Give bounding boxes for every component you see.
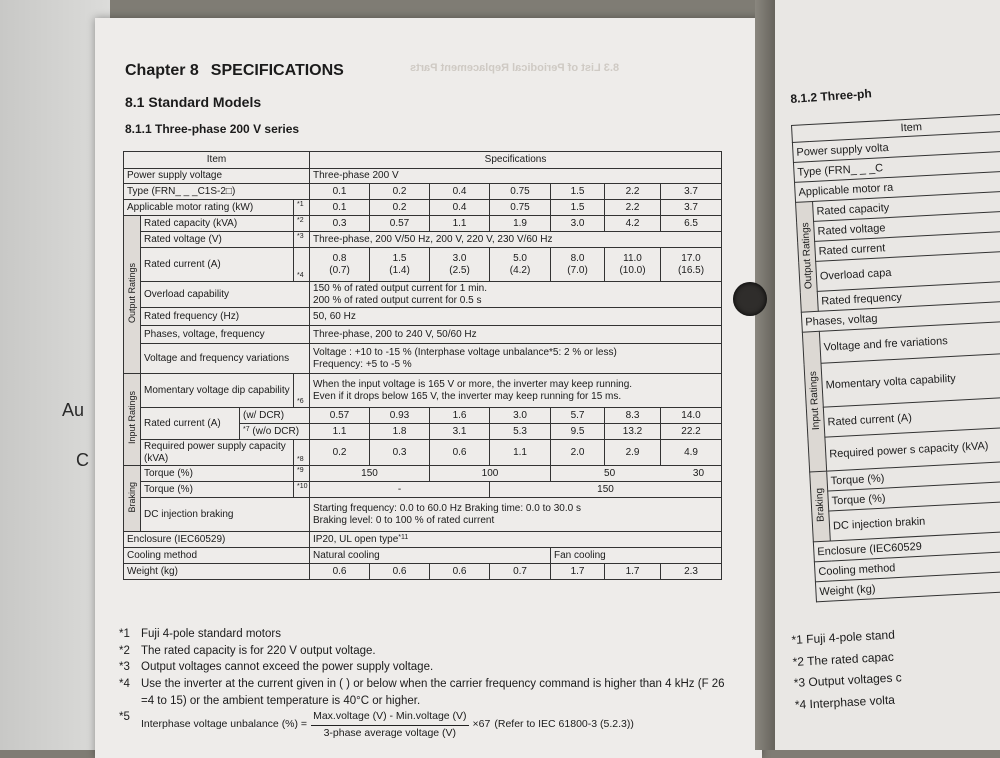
cell: 17.0 (16.5) (661, 248, 722, 282)
row-label: Power supply volta (792, 130, 1000, 162)
cell: 0.93 (370, 408, 430, 424)
cell: 3.7 (661, 184, 722, 200)
row-value: When the input voltage is 165 V or more, the inverter may keep running. Even if it drops below 165 V, the inverter may keep running for 15 ms. (310, 374, 722, 408)
chapter-label: Chapter 8 (125, 62, 199, 79)
row-label: Rated frequency (Hz) (141, 308, 310, 326)
group-input-ratings (124, 374, 141, 466)
row-label: Phases, voltag (801, 300, 1000, 332)
row-label: Momentary volta capability (821, 352, 1000, 408)
left-page-edge (0, 0, 110, 750)
row-rated-capacity (124, 216, 722, 232)
cell: 1.5 (551, 200, 605, 216)
footnote-ref: *10 (294, 482, 310, 498)
footnote: *3 Output voltages c (793, 670, 903, 691)
cell: 1.7 (605, 564, 661, 580)
footnote: *1 Fuji 4-pole stand (791, 627, 896, 647)
row-label: Type (FRN_ _ _C (793, 150, 1000, 182)
row-label: Torque (%) (141, 466, 294, 482)
right-footnotes (791, 624, 903, 716)
main-page (95, 18, 762, 758)
group-input-ratings: Input Ratings (802, 331, 826, 472)
row-label: Rated capacity (813, 190, 1000, 222)
cell: 3.0 (490, 408, 551, 424)
footnote-ref: *9 (294, 466, 310, 482)
group-label: Input Ratings (126, 391, 137, 445)
row-vf-variations (124, 344, 722, 374)
cell: 3.0 (2.5) (430, 248, 490, 282)
row-phases (124, 326, 722, 344)
cell: 3.1 (430, 424, 490, 440)
row-label: Type (FRN_ _ _C1S-2□) (124, 184, 310, 200)
row-label: Required power supply capacity (kVA) (141, 440, 294, 466)
header-specifications: Specifications (310, 152, 722, 169)
row-label: Cooling method (124, 548, 310, 564)
binder-ring-hole (733, 282, 767, 316)
footnote: *2 The rated capacity is for 220 V output voltage. (119, 644, 376, 657)
row-required-power (124, 440, 722, 466)
cell: 1.8 (370, 424, 430, 440)
row-value: Three-phase, 200 to 240 V, 50/60 Hz (310, 326, 722, 344)
row-weight (124, 564, 722, 580)
group-braking (124, 466, 141, 532)
cell: 0.2 (370, 200, 430, 216)
cell: 0.2 (310, 440, 370, 466)
row-label: Enclosure (IEC60529) (124, 532, 310, 548)
row-label: Torque (%) (141, 482, 294, 498)
cell: 5.0 (4.2) (490, 248, 551, 282)
table-header-row (124, 152, 722, 169)
cell: 0.7 (490, 564, 551, 580)
footnote: *1 Fuji 4-pole standard motors (119, 628, 281, 640)
row-cooling (124, 548, 722, 564)
cell: - (310, 482, 490, 498)
bleed-through-header: 8.3 List of Periodical Replacement Parts (410, 62, 620, 74)
row-rated-frequency (124, 308, 722, 326)
footnote-ref: *8 (294, 440, 310, 466)
cell: 0.1 (310, 184, 370, 200)
group-output-ratings (124, 216, 141, 374)
row-label: Weight (kg) (124, 564, 310, 580)
cell: 2.2 (605, 200, 661, 216)
row-label: Cooling method (814, 549, 1000, 581)
sub-label: (w/ DCR) (240, 408, 310, 424)
row-motor-rating (124, 200, 722, 216)
cell: 0.75 (490, 184, 551, 200)
row-voltage-dip (124, 374, 722, 408)
cell: 6.5 (661, 216, 722, 232)
footnote: *3 Output voltages cannot exceed the power supply voltage. (119, 661, 434, 674)
row-value: Voltage : +10 to -15 % (Interphase voltage unbalance*5: 2 % or less) Frequency: +5 to -5 % (310, 344, 722, 374)
cell: 0.6 (310, 564, 370, 580)
row-label: Rated current (A) (823, 396, 1000, 438)
footnotes (119, 626, 739, 741)
cell: 0.57 (370, 216, 430, 232)
row-label: Rated frequency (817, 280, 1000, 312)
footnote-formula: *5 Interphase voltage unbalance (%) = $\frac{\text{Max.voltage (V) - Min.voltage (V)}}{\text{3-phase average voltage (V)}}$ ×67 (Refer to IEC 61800-3 (5.2.3)) (119, 710, 634, 739)
row-input-current-dcr (124, 408, 722, 424)
cell: 0.6 (430, 440, 490, 466)
row-value: Starting frequency: 0.0 to 60.0 Hz Braking time: 0.0 to 30.0 s Braking level: 0 to 100 % of rated current (310, 498, 722, 532)
footnote: *4 Interphase volta (794, 692, 896, 712)
cell: 2.3 (661, 564, 722, 580)
chapter-title: SPECIFICATIONS (210, 62, 344, 79)
cell: 0.1 (310, 200, 370, 216)
ghost-text-c: C (76, 450, 89, 470)
cell: 1.6 (430, 408, 490, 424)
cell: 0.8 (0.7) (310, 248, 370, 282)
cell: 150 (490, 482, 722, 498)
row-label: Torque (%) (827, 459, 1000, 491)
group-label: Output Ratings (126, 262, 137, 323)
cell: 1.1 (430, 216, 490, 232)
row-value: Fan cooling (551, 548, 722, 564)
cell: 0.3 (310, 216, 370, 232)
cell: 2.0 (551, 440, 605, 466)
cell: 1.7 (551, 564, 605, 580)
right-spec-table (791, 112, 1000, 602)
row-enclosure (124, 532, 722, 548)
cell: 22.2 (661, 424, 722, 440)
row-torque-2 (124, 482, 722, 498)
cell: 5.7 (551, 408, 605, 424)
cell: 11.0 (10.0) (605, 248, 661, 282)
row-label: Overload capability (141, 282, 310, 308)
cell: 13.2 (605, 424, 661, 440)
row-label: Rated voltage (V) (141, 232, 294, 248)
cell: 1.5 (1.4) (370, 248, 430, 282)
row-value: 150 % of rated output current for 1 min. 200 % of rated output current for 0.5 s (310, 282, 722, 308)
cell: 1.1 (490, 440, 551, 466)
row-rated-voltage (124, 232, 722, 248)
row-label: DC injection brakin (829, 499, 1000, 541)
row-label: Weight (kg) (815, 569, 1000, 601)
subsection-heading: 8.1.1 Three-phase 200 V series (125, 122, 300, 136)
right-page (775, 0, 1000, 750)
spec-table (123, 151, 722, 580)
row-torque-1 (124, 466, 722, 482)
cell: 0.6 (430, 564, 490, 580)
row-label: Phases, voltage, frequency (141, 326, 310, 344)
cell: 14.0 (661, 408, 722, 424)
cell: 8.3 (605, 408, 661, 424)
cell: 0.3 (370, 440, 430, 466)
group-label: Braking (126, 481, 137, 513)
row-value: Natural cooling (310, 548, 551, 564)
footnote-ref: *2 (294, 216, 310, 232)
footnote-ref: *3 (294, 232, 310, 248)
section-heading: 8.1 Standard Models (125, 94, 262, 110)
cell: 4.2 (605, 216, 661, 232)
row-label: Torque (%) (828, 479, 1000, 511)
row-label: Power supply voltage (124, 169, 310, 184)
footnote-ref: *1 (294, 200, 310, 216)
row-label: Voltage and frequency variations (141, 344, 310, 374)
cell: 100 (430, 466, 551, 482)
cell: 0.4 (430, 200, 490, 216)
row-overload (124, 282, 722, 308)
cell: 3.7 (661, 200, 722, 216)
group-braking: Braking (810, 471, 831, 542)
right-heading: 8.1.2 Three-ph (790, 86, 873, 106)
row-label: Enclosure (IEC60529 (813, 529, 1000, 561)
footnote-ref: *6 (294, 374, 310, 408)
row-value: IP20, UL open type$^{*11}$ (310, 532, 722, 548)
cell: 0.2 (370, 184, 430, 200)
row-power-supply (124, 169, 722, 184)
footnote: *4 Use the inverter at the current given in ( ) or below when the carrier frequency command is higher than 4 kHz (F 26 =4 to 15) or the ambient temperature is 40°C or higher. (119, 678, 725, 707)
row-value: 50, 60 Hz (310, 308, 722, 326)
row-dc-braking (124, 498, 722, 532)
row-label: Rated current (A) (141, 248, 294, 282)
cell: 0.4 (430, 184, 490, 200)
row-label: Required power s capacity (kVA) (825, 426, 1000, 472)
row-label: Rated capacity (kVA) (141, 216, 294, 232)
footnote-ref: *4 (294, 248, 310, 282)
row-label: Item (792, 113, 1000, 142)
cell: 1.5 (551, 184, 605, 200)
footnote: *2 The rated capac (792, 649, 895, 669)
cell: 1.1 (310, 424, 370, 440)
cell: 3.0 (551, 216, 605, 232)
cell: 4.9 (661, 440, 722, 466)
row-label: Voltage and fre variations (819, 320, 1000, 364)
row-label: DC injection braking (141, 498, 310, 532)
row-label: Rated current (A) (141, 408, 240, 440)
row-label: Applicable motor ra (795, 170, 1000, 202)
cell: 150 (310, 466, 430, 482)
cell: 50 30 (551, 466, 722, 482)
row-label: Rated voltage (814, 210, 1000, 242)
cell: 2.2 (605, 184, 661, 200)
cell: 5.3 (490, 424, 551, 440)
group-output-ratings: Output Ratings (796, 201, 819, 312)
row-label: Overload capa (816, 250, 1000, 292)
cell: 0.75 (490, 200, 551, 216)
cell: 9.5 (551, 424, 605, 440)
cell: 0.57 (310, 408, 370, 424)
cell: 1.9 (490, 216, 551, 232)
cell: 8.0 (7.0) (551, 248, 605, 282)
sub-label: $^{*7}$ (w/o DCR) (240, 424, 310, 440)
row-type (124, 184, 722, 200)
ghost-text-au: Au (62, 400, 85, 420)
cell: 0.6 (370, 564, 430, 580)
row-rated-current (124, 248, 722, 282)
row-value: Three-phase 200 V (310, 169, 722, 184)
row-label: Rated current (815, 230, 1000, 262)
row-value: Three-phase, 200 V/50 Hz, 200 V, 220 V, 230 V/60 Hz (310, 232, 722, 248)
chapter-heading (125, 62, 344, 80)
row-label: Momentary voltage dip capability (141, 374, 294, 408)
row-label: Applicable motor rating (kW) (124, 200, 294, 216)
header-item: Item (124, 152, 310, 169)
cell: 2.9 (605, 440, 661, 466)
